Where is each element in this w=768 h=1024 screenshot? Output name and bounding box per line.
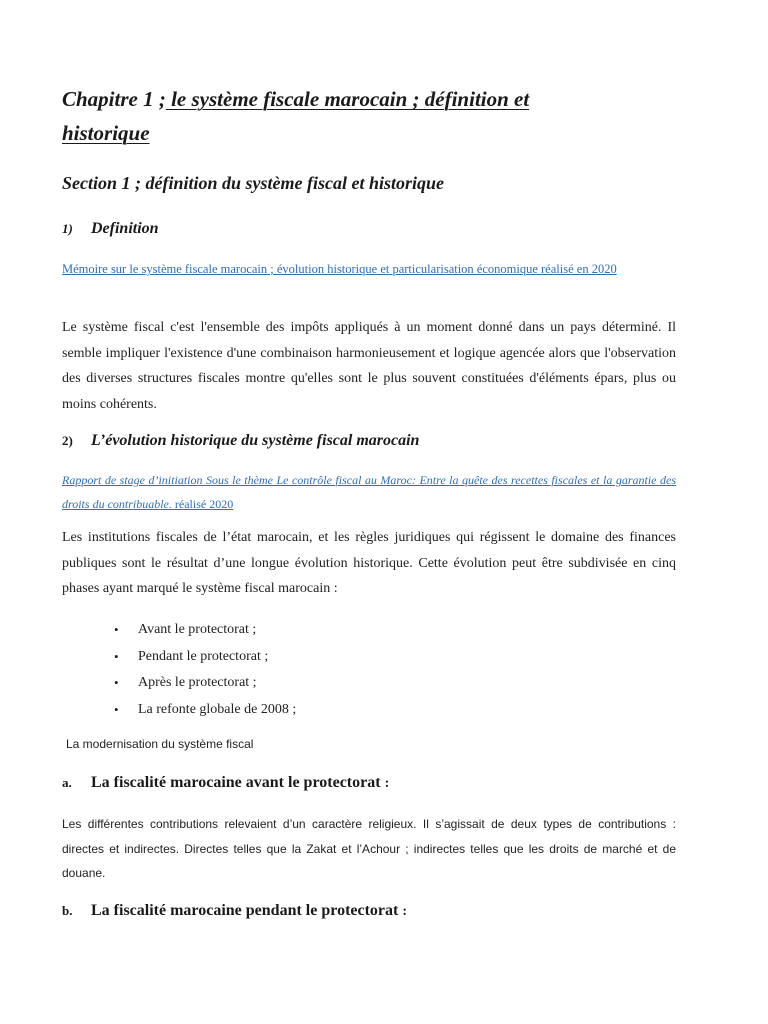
subheading-text: La fiscalité marocaine avant le protectorat	[91, 774, 381, 791]
list-item	[114, 670, 296, 697]
subheading-letter: a.	[62, 775, 72, 790]
heading-evolution	[62, 432, 419, 450]
bullet-icon: •	[114, 648, 119, 664]
list-item	[114, 697, 296, 724]
bullet-icon: •	[114, 622, 119, 637]
bullet-icon: •	[114, 675, 119, 690]
section-title: Section 1 ; définition du système fiscal et historique	[62, 173, 444, 193]
rapport-link-suffix: réalisé 2020	[171, 497, 234, 511]
list-item-text: Après le protectorat ;	[138, 675, 257, 690]
list-item-text: Avant le protectorat ;	[138, 622, 257, 637]
chapter-title-line2: historique	[62, 121, 150, 145]
list-item-text: La refonte globale de 2008 ;	[138, 701, 297, 717]
heading-definition	[62, 220, 159, 238]
subheading-text: La fiscalité marocaine pendant le protectorat	[91, 902, 399, 919]
rapport-link[interactable]	[62, 468, 676, 516]
chapter-prefix: Chapitre 1 ;	[62, 87, 166, 111]
heading-number: 2)	[62, 433, 73, 448]
subheading-colon: :	[402, 904, 408, 919]
subheading-avant	[62, 774, 389, 792]
subheading-pendant	[62, 902, 407, 920]
subheading-letter: b.	[62, 903, 73, 918]
heading-text: L’évolution historique du système fiscal marocain	[91, 432, 420, 449]
list-item	[114, 644, 296, 671]
memoire-link[interactable]: Mémoire sur le système fiscale marocain ; évolution historique et particularisation économique réalisé en 2020	[62, 262, 617, 276]
modernisation-line: La modernisation du système fiscal	[66, 737, 254, 751]
rapport-link-text: Rapport de stage d’initiation Sous le thème Le contrôle fiscal au Maroc: Entre la quête des recettes fiscales et la garantie des droits du contribuable.	[62, 473, 676, 511]
chapter-title-line1: le système fiscale marocain ; définition et	[165, 87, 530, 111]
heading-text: Definition	[91, 220, 159, 237]
heading-number: 1)	[62, 221, 73, 236]
list-item-text: Pendant le protectorat ;	[138, 648, 269, 664]
chapter-title	[62, 82, 622, 150]
list-item	[114, 617, 296, 644]
definition-paragraph: Le système fiscal c'est l'ensemble des impôts appliqués à un moment donné dans un pays déterminé. Il semble impliquer l'existence d'une combinaison harmonieusement et logique agencée alors que l'observation des diverses structures fiscales montre qu'elles sont le plus souvent constituées d'éléments épars, plus ou moins cohérents.	[62, 320, 676, 412]
evolution-paragraph: Les institutions fiscales de l’état marocain, et les règles juridiques qui régissent le domaine des finances publiques sont le résultat d’une longue évolution historique. Cette évolution peut être subdivisée en cinq phases ayant marqué le système fiscal marocain :	[62, 530, 676, 596]
avant-paragraph: Les différentes contributions relevaient d’un caractère religieux. Il s’agissait de deux types de contributions : directes et indirectes. Directes telles que la Zakat et l’Achour ; indirectes telles que les droits de marché et de douane.	[62, 817, 676, 880]
bullet-icon: •	[114, 701, 119, 717]
phases-list	[114, 617, 296, 723]
subheading-colon: :	[384, 776, 390, 791]
